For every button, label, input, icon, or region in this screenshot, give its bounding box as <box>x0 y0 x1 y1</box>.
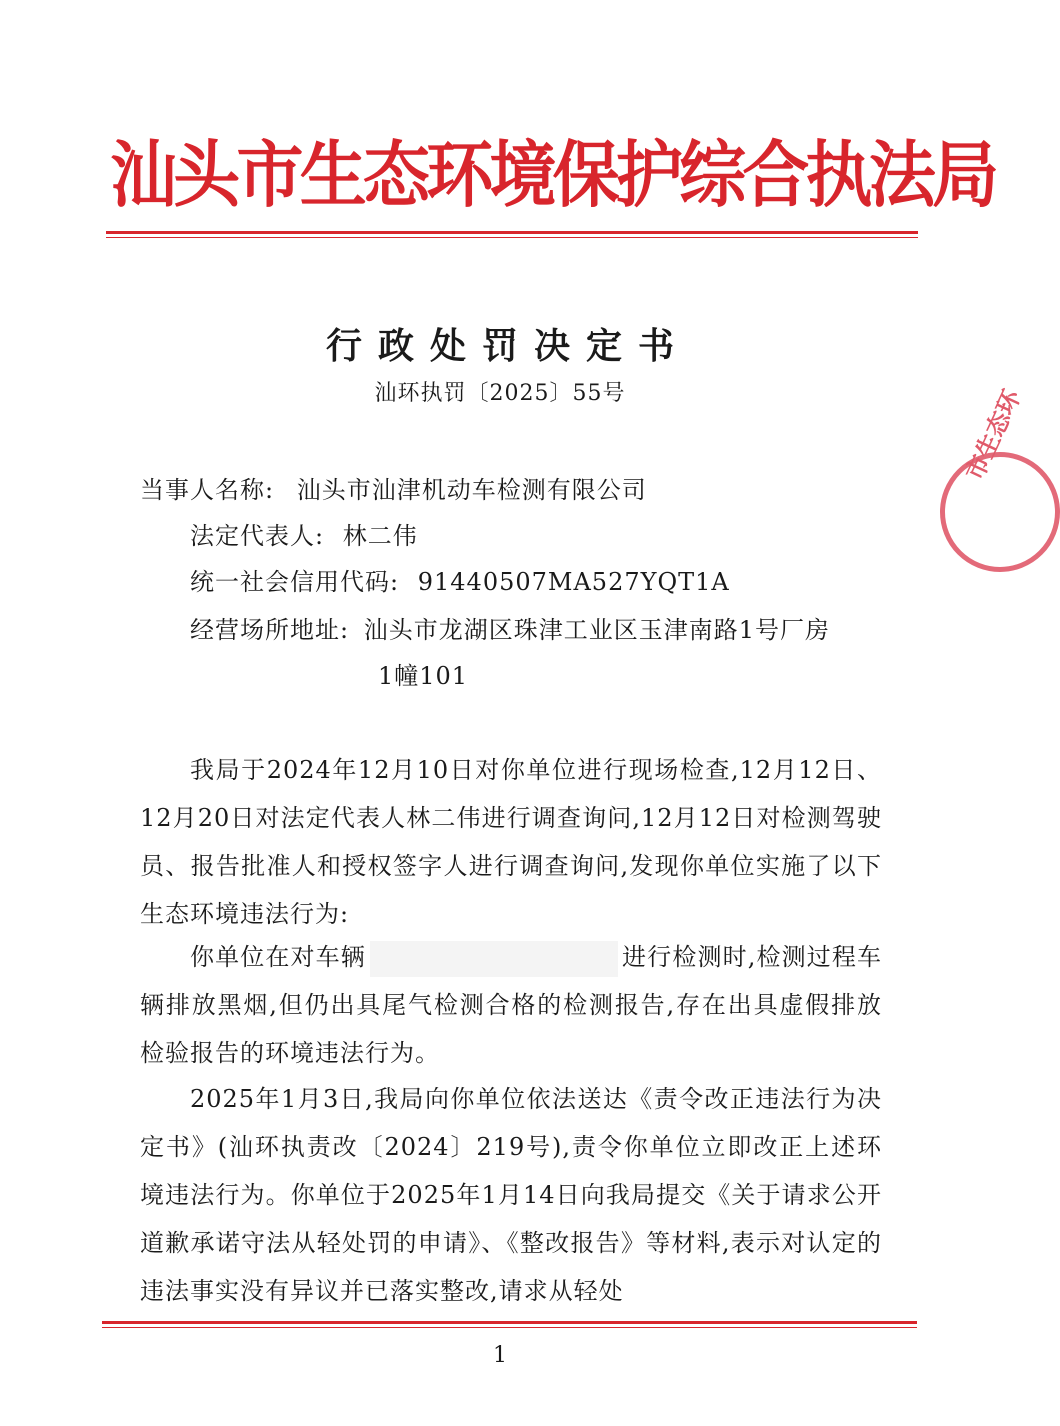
address-label: 经营场所地址: <box>190 616 350 644</box>
page-number: 1 <box>493 1343 507 1368</box>
party-name-row <box>140 474 647 506</box>
document-title: 行政处罚决定书 <box>325 325 690 367</box>
address-line-2: 1幢101 <box>378 662 469 690</box>
legal-rep: 林二伟 <box>342 522 418 550</box>
body-paragraph-3 <box>140 1075 882 1315</box>
redacted-plate <box>370 941 618 977</box>
credit-code-label: 统一社会信用代码: <box>190 568 400 596</box>
credit-code-row <box>190 566 730 598</box>
party-name: 汕头市汕津机动车检测有限公司 <box>296 476 647 504</box>
document-number: 汕环执罚〔2025〕55号 <box>374 381 626 406</box>
body-paragraph-1 <box>140 746 882 938</box>
para2-before: 你单位在对车辆 <box>190 943 366 971</box>
official-seal-glyphs: 市生态环 <box>960 385 1027 485</box>
legal-rep-row <box>190 520 418 552</box>
para2-after: 进行检测时,检测过程车辆排放黑烟,但仍出具尾气检测合格的检测报告,存在出具虚假排放检验报告的环境违法行为。 <box>140 943 882 1067</box>
footer-rule-thin <box>102 1327 917 1328</box>
body-paragraph-3-text: 2025年1月3日,我局向你单位依法送达《责令改正违法行为决定书》(汕环执责改〔2024〕219号),责令你单位立即改正上述环境违法行为。你单位于2025年1月14日向我局提交《关于请求公开道歉承诺守法从轻处罚的申请》、《整改报告》等材料,表示对认定的违法事实没有异议并已落实整改,请求从轻处 <box>140 1085 882 1305</box>
issuer-header: 汕头市生态环境保护综合执法局 <box>110 133 996 217</box>
body-paragraph-1-text: 我局于2024年12月10日对你单位进行现场检查,12月12日、12月20日对法定代表人林二伟进行调查询问,12月12日对检测驾驶员、报告批准人和授权签字人进行调查询问,发现你单位实施了以下生态环境违法行为: <box>140 756 882 928</box>
body-paragraph-2 <box>140 933 882 1077</box>
header-rule <box>106 231 918 234</box>
party-name-label: 当事人名称: <box>140 476 275 504</box>
footer-rule <box>102 1321 917 1324</box>
header-rule-thin <box>106 237 918 238</box>
credit-code: 91440507MA527YQT1A <box>417 568 730 596</box>
address-row <box>190 614 830 646</box>
address-line-1: 汕头市龙湖区珠津工业区玉津南路1号厂房 <box>363 616 831 644</box>
legal-rep-label: 法定代表人: <box>190 522 325 550</box>
